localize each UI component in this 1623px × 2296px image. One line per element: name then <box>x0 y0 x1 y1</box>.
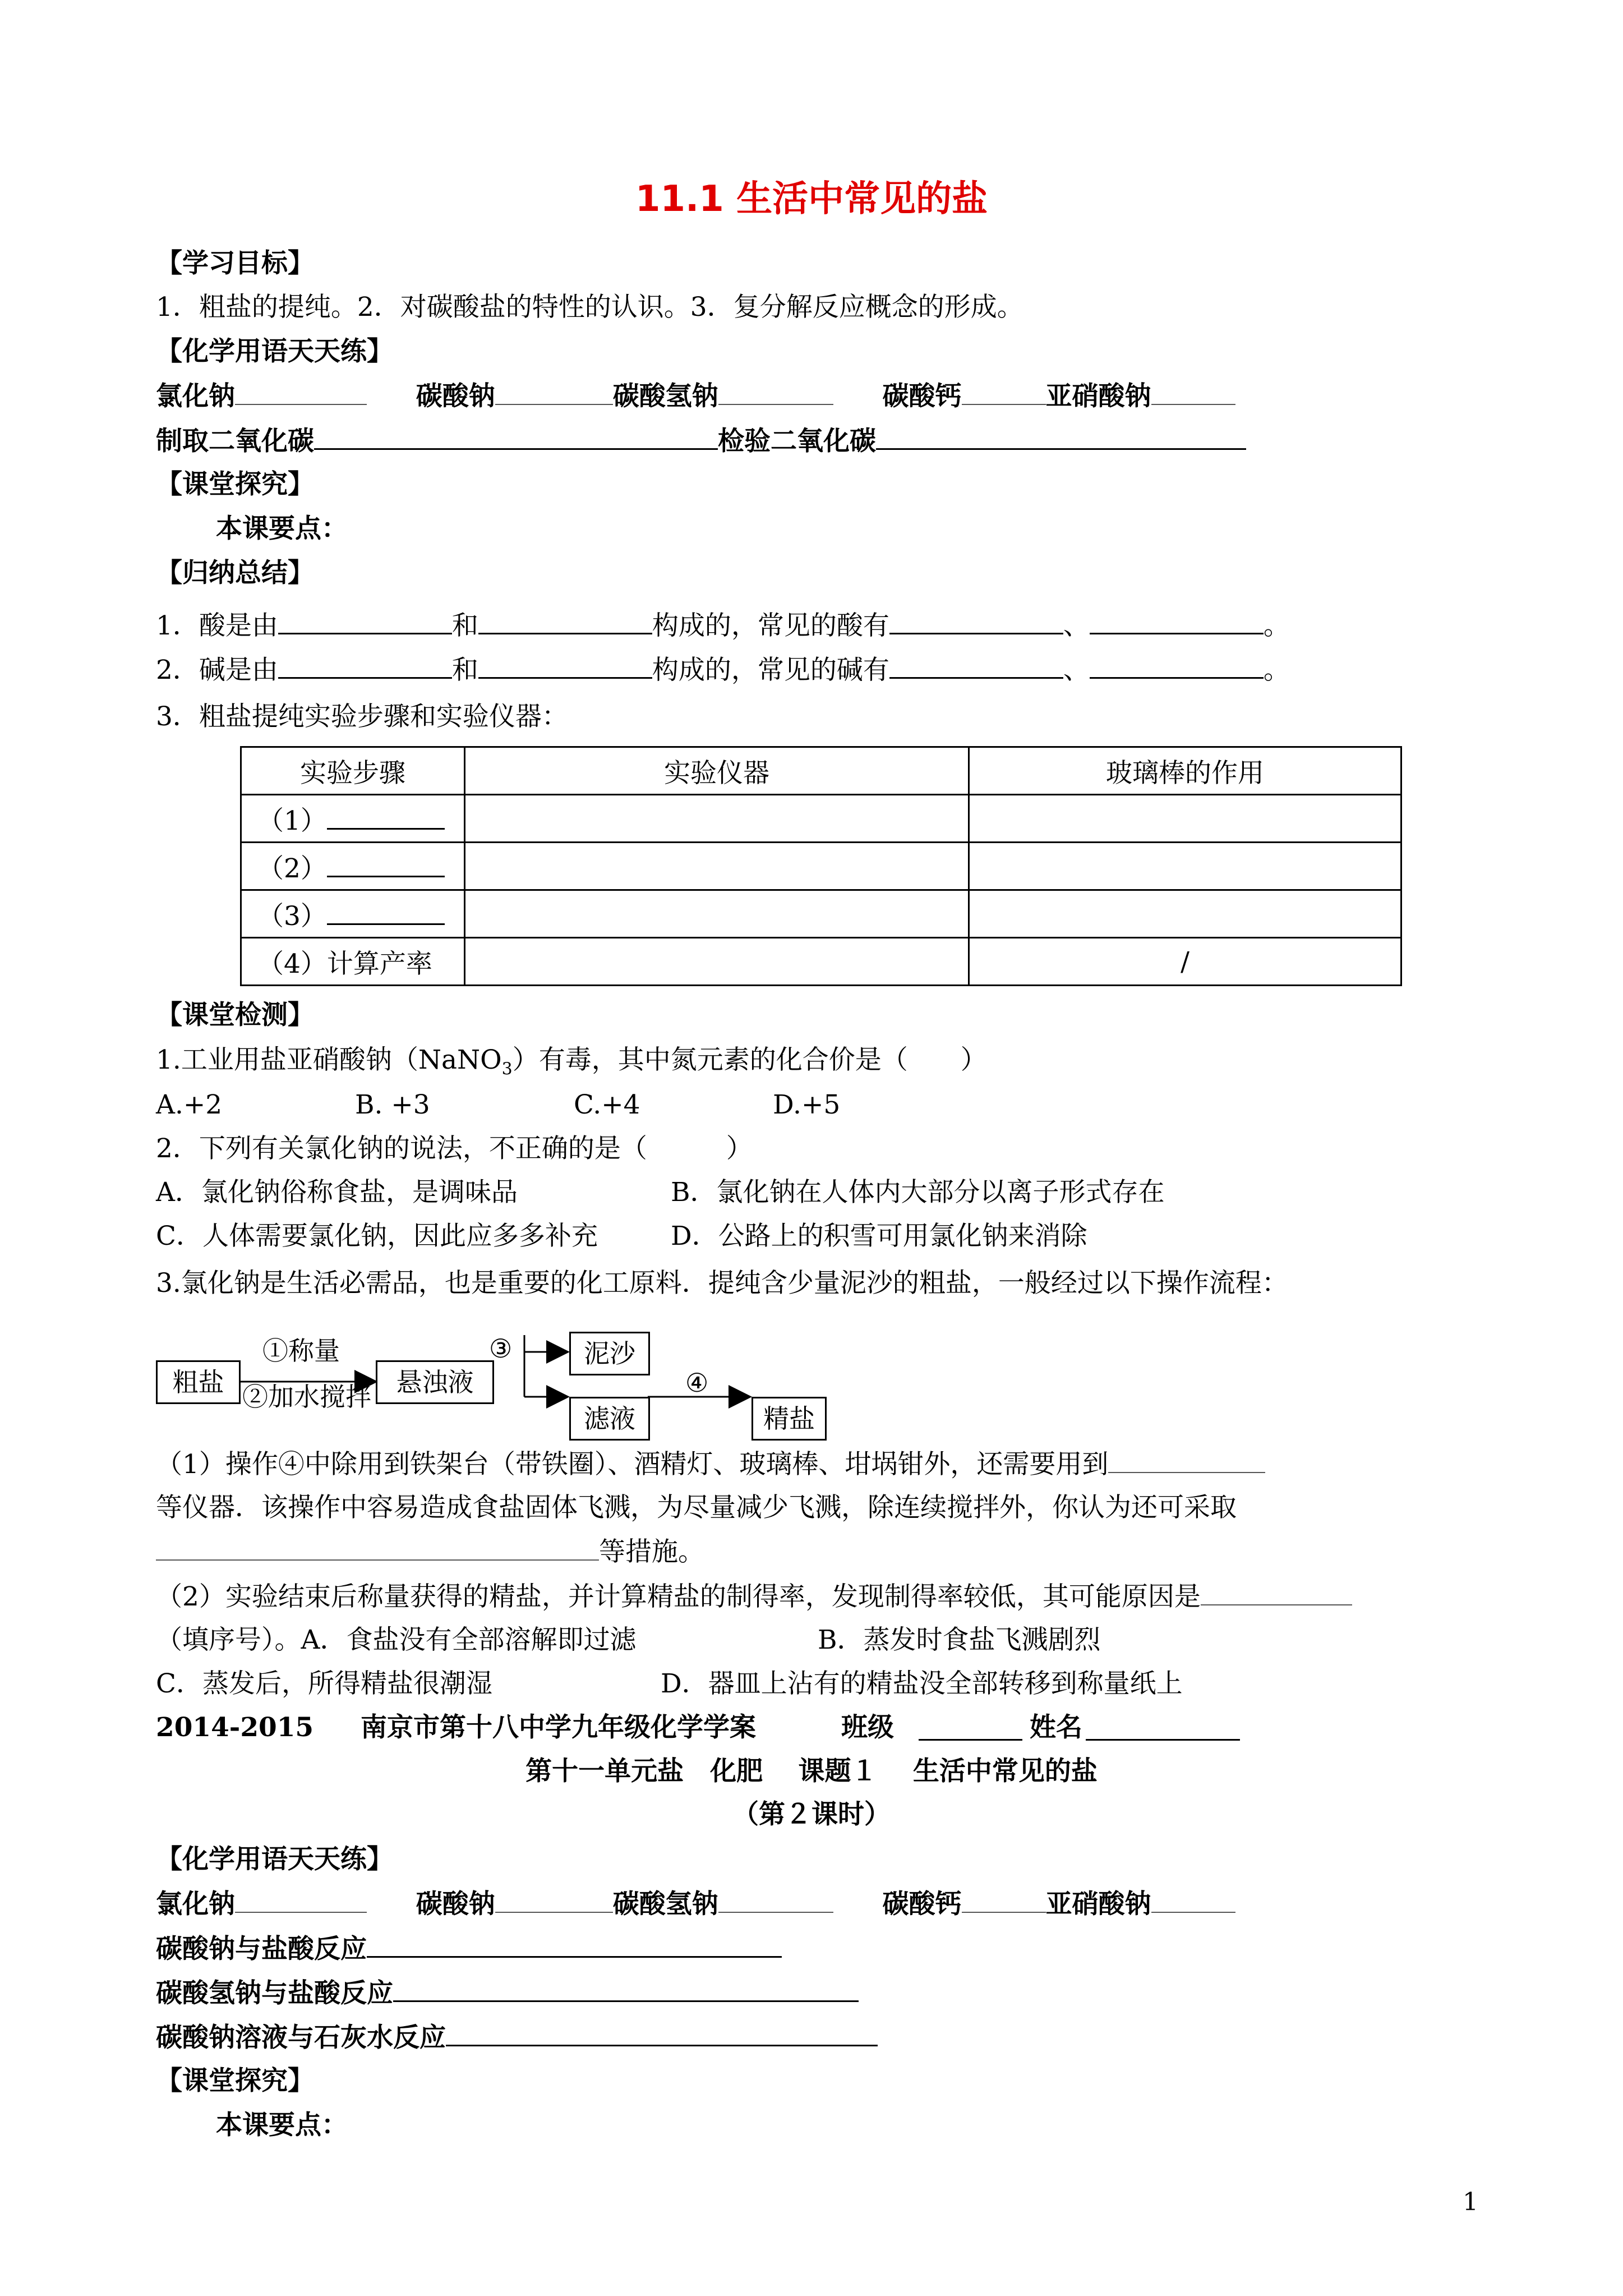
answer-blank[interactable] <box>1108 1447 1265 1473</box>
option-c[interactable]: C.+4 <box>574 1089 640 1120</box>
item-sodium-bicarbonate: 碳酸氢钠 <box>612 1889 718 1920</box>
explore-heading: 【课堂探究】 <box>156 469 314 500</box>
item-sodium-bicarbonate: 碳酸氢钠 <box>612 381 718 412</box>
class-blank[interactable] <box>919 1714 1022 1741</box>
key-points-label-2: 本课要点： <box>216 2110 348 2141</box>
item-sodium-nitrite: 亚硝酸钠 <box>1045 1889 1151 1920</box>
key-points-label: 本课要点： <box>216 513 348 544</box>
option-c[interactable]: C．蒸发后，所得精盐很潮湿 <box>156 1668 492 1699</box>
item-calcium-carbonate: 碳酸钙 <box>882 381 962 412</box>
class-label: 班级 <box>841 1712 894 1743</box>
item-sodium-nitrite: 亚硝酸钠 <box>1045 381 1151 412</box>
name-blank[interactable] <box>1086 1714 1240 1741</box>
item-sodium-chloride: 氯化钠 <box>156 381 235 412</box>
page-title: 11.1 生活中常见的盐 <box>635 178 988 220</box>
crude-salt-box: 粗盐 <box>156 1360 241 1404</box>
check-p1-line3: 等措施。 <box>156 1535 704 1568</box>
item-sodium-carbonate: 碳酸钠 <box>416 1889 495 1920</box>
answer-blank[interactable] <box>1201 1580 1352 1605</box>
acid-question: 1．酸是由 和 构成的，常见的酸有 、 。 <box>156 608 1290 642</box>
step-dissolve-label: ②加水搅拌 <box>242 1382 371 1412</box>
summary-heading: 【归纳总结】 <box>156 558 314 588</box>
answer-blank[interactable] <box>156 1535 599 1561</box>
page-number: 1 <box>1463 2188 1478 2216</box>
col-header-glass-rod: 玻璃棒的作用 <box>969 747 1401 795</box>
daily-practice-heading-2: 【化学用语天天练】 <box>156 1844 393 1875</box>
option-d[interactable]: D．公路上的积雪可用氯化钠来消除 <box>671 1221 1087 1251</box>
answer-blank[interactable] <box>367 1931 782 1958</box>
check-q2: 2．下列有关氯化钠的说法，不正确的是（ ） <box>156 1133 753 1164</box>
check-p2-line1: （2）实验结束后称量获得的精盐，并计算精盐的制得率，发现制得率较低，其可能原因是 <box>156 1580 1352 1613</box>
option-b[interactable]: B．蒸发时食盐飞溅剧烈 <box>818 1625 1101 1655</box>
option-b[interactable]: B．氯化钠在人体内大部分以离子形式存在 <box>671 1177 1165 1208</box>
objectives-heading: 【学习目标】 <box>156 248 314 279</box>
option-a[interactable]: A.+2 <box>156 1089 223 1120</box>
objectives-text: 1．粗盐的提纯。2．对碳酸盐的特性的认识。3．复分解反应概念的形成。 <box>156 292 1023 323</box>
table-row: （4）计算产率 / <box>241 938 1401 986</box>
suspension-box: 悬浊液 <box>376 1360 494 1404</box>
step-filter-label: ③ <box>489 1333 513 1364</box>
fine-salt-box: 精盐 <box>751 1397 827 1441</box>
item-calcium-carbonate: 碳酸钙 <box>882 1889 962 1920</box>
check-q3: 3.氯化钠是生活必需品，也是重要的化工原料．提纯含少量泥沙的粗盐，一般经过以下操作流程： <box>156 1268 1288 1299</box>
option-d[interactable]: D.+5 <box>773 1089 841 1120</box>
answer-blank[interactable] <box>1151 1887 1235 1913</box>
table-row: （2） <box>241 843 1401 890</box>
daily-practice-heading: 【化学用语天天练】 <box>156 336 393 367</box>
step-evaporate-label: ④ <box>685 1368 709 1398</box>
check-p1-line1: （1）操作④中除用到铁架台（带铁圈）、酒精灯、玻璃棒、坩埚钳外，还需要用到 <box>156 1447 1265 1481</box>
option-a[interactable]: （填序号）。A．食盐没有全部溶解即过滤 <box>156 1625 637 1655</box>
explore-heading-2: 【课堂探究】 <box>156 2065 314 2096</box>
check-p1-line2: 等仪器．该操作中容易造成食盐固体飞溅，为尽量减少飞溅，除连续搅拌外，你认为还可采取 <box>156 1492 1237 1523</box>
item-sodium-carbonate: 碳酸钠 <box>416 381 495 412</box>
option-b[interactable]: B. +3 <box>355 1089 430 1120</box>
sand-box: 泥沙 <box>569 1332 650 1375</box>
answer-blank[interactable] <box>718 1887 833 1913</box>
option-d[interactable]: D．器皿上沾有的精盐没全部转移到称量纸上 <box>661 1668 1183 1699</box>
filtrate-box: 滤液 <box>569 1397 650 1441</box>
test-co2-label: 检验二氧化碳 <box>718 426 876 457</box>
make-co2-label: 制取二氧化碳 <box>156 426 314 457</box>
item-sodium-chloride: 氯化钠 <box>156 1889 235 1920</box>
col-header-step: 实验步骤 <box>241 747 465 795</box>
option-c[interactable]: C．人体需要氯化钠，因此应多多补充 <box>156 1221 598 1251</box>
answer-blank[interactable] <box>495 1887 613 1913</box>
name-label: 姓名 <box>1030 1712 1082 1743</box>
reaction-3: 碳酸钠溶液与石灰水反应 <box>156 2020 878 2054</box>
check-q1: 1.工业用盐亚硝酸钠（NaNO$_3$）有毒，其中氮元素的化合价是（ ） <box>156 1045 987 1079</box>
answer-blank[interactable] <box>393 1976 859 2002</box>
answer-blank[interactable] <box>962 1887 1046 1913</box>
option-a[interactable]: A．氯化钠俗称食盐，是调味品 <box>156 1177 518 1208</box>
school-name: 南京市第十八中学九年级化学学案 <box>361 1712 756 1743</box>
reaction-1: 碳酸钠与盐酸反应 <box>156 1931 782 1965</box>
step-weigh-label: ①称量 <box>262 1336 340 1366</box>
col-header-apparatus: 实验仪器 <box>465 747 969 795</box>
base-question: 2．碱是由 和 构成的，常见的碱有 、 。 <box>156 652 1290 686</box>
check-heading: 【课堂检测】 <box>156 1000 314 1030</box>
reaction-2: 碳酸氢钠与盐酸反应 <box>156 1976 859 2009</box>
lesson-number: （第２课时） <box>732 1799 891 1830</box>
table-row: （3） <box>241 890 1401 938</box>
slash-cell: / <box>969 938 1401 986</box>
answer-blank[interactable] <box>446 2020 878 2046</box>
unit-title: 第十一单元盐 化肥 课题１ 生活中常见的盐 <box>525 1756 1098 1787</box>
table-row: （1） <box>241 795 1401 843</box>
daily-practice-row-2 <box>156 1887 1235 1921</box>
answer-blank[interactable] <box>235 1887 367 1913</box>
table-intro: 3．粗盐提纯实验步骤和实验仪器： <box>156 701 568 732</box>
school-year: 2014-2015 <box>156 1712 314 1743</box>
